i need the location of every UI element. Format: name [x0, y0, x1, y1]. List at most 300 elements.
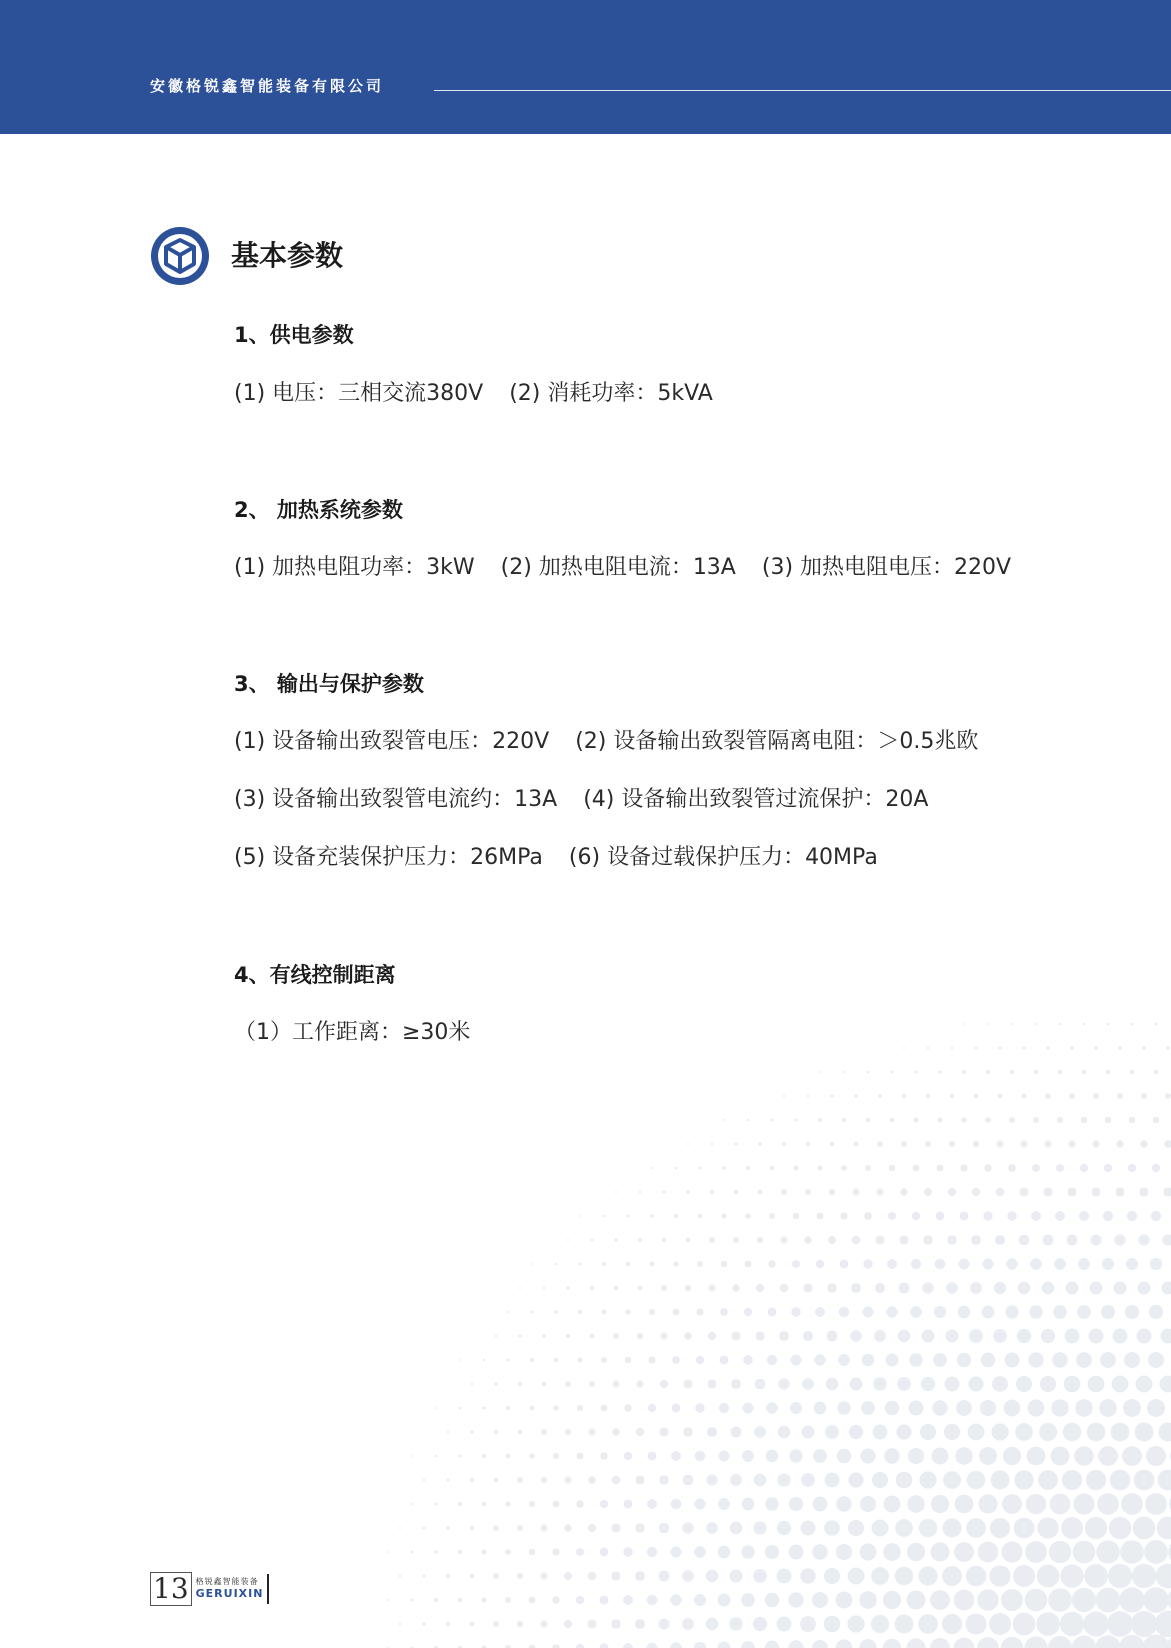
halftone-dot	[966, 1566, 987, 1587]
brand-divider	[267, 1574, 269, 1604]
halftone-dot	[649, 1309, 655, 1315]
halftone-dot	[984, 1164, 992, 1172]
halftone-dot	[1118, 1046, 1122, 1050]
halftone-dot	[459, 1359, 461, 1361]
halftone-dot	[919, 1471, 936, 1488]
halftone-dot	[1017, 1329, 1031, 1343]
halftone-dot	[1068, 1140, 1075, 1147]
halftone-dot	[918, 1566, 937, 1585]
halftone-dot	[1146, 1446, 1166, 1466]
halftone-dot	[1083, 1023, 1085, 1025]
halftone-dot	[852, 1236, 860, 1244]
halftone-dot	[1006, 1258, 1017, 1269]
halftone-dot	[800, 1568, 815, 1583]
halftone-dot	[423, 1479, 425, 1481]
halftone-dot	[849, 1425, 863, 1439]
halftone-dot	[996, 1188, 1005, 1197]
halftone-dot	[411, 1551, 414, 1554]
halftone-dot	[1073, 1493, 1094, 1514]
halftone-dot	[470, 1478, 474, 1482]
halftone-dot	[1151, 1211, 1161, 1221]
halftone-dot	[895, 1567, 913, 1585]
halftone-dot	[506, 1454, 511, 1459]
halftone-dot	[732, 1332, 741, 1341]
halftone-dot	[960, 1164, 967, 1171]
halftone-dot	[812, 1544, 828, 1560]
halftone-dot	[993, 1329, 1007, 1343]
header-rule	[434, 90, 1171, 91]
halftone-dot	[1126, 1258, 1138, 1270]
halftone-dot	[729, 1569, 742, 1582]
halftone-dot	[518, 1334, 521, 1337]
halftone-dot	[975, 1047, 978, 1050]
halftone-dot	[601, 1405, 608, 1412]
halftone-dot	[1167, 1587, 1171, 1613]
halftone-dot	[1120, 1540, 1144, 1564]
halftone-dot	[1050, 1494, 1071, 1515]
halftone-dot	[482, 1550, 487, 1555]
halftone-dot	[807, 1095, 810, 1098]
halftone-dot	[518, 1430, 523, 1435]
halftone-dot	[1041, 1329, 1056, 1344]
halftone-dot	[981, 1353, 996, 1368]
halftone-dot	[777, 1617, 792, 1632]
halftone-dot	[746, 1166, 750, 1170]
halftone-dot	[1014, 1470, 1033, 1489]
halftone-dot	[1119, 1635, 1145, 1648]
halftone-dot	[1155, 1611, 1171, 1638]
halftone-dot	[579, 1263, 582, 1266]
halftone-dot	[827, 1331, 838, 1342]
param-item: (2) 设备输出致裂管隔离电阻：＞0.5兆欧	[575, 729, 979, 754]
halftone-dot	[1044, 1188, 1053, 1197]
halftone-dot	[875, 1283, 885, 1293]
param-item: (5) 设备充装保护压力：26MPa	[234, 845, 543, 870]
halftone-dot	[1119, 999, 1121, 1001]
halftone-dot	[1164, 1140, 1171, 1147]
halftone-dot	[1061, 1517, 1083, 1539]
halftone-dot	[991, 1423, 1008, 1440]
halftone-dot	[972, 1188, 980, 1196]
halftone-dot	[1103, 1211, 1113, 1221]
halftone-dot	[1009, 1117, 1015, 1123]
halftone-dot	[1067, 1187, 1076, 1196]
halftone-dot	[470, 1574, 475, 1579]
halftone-dot	[854, 1142, 859, 1147]
halftone-dot	[1042, 1282, 1055, 1295]
halftone-dot	[1139, 1187, 1148, 1196]
halftone-dot	[706, 1474, 717, 1485]
halftone-dot	[1005, 1305, 1018, 1318]
halftone-dot	[517, 1621, 523, 1627]
halftone-dot	[1159, 1375, 1171, 1392]
halftone-dot	[923, 1235, 932, 1244]
halftone-dot	[1117, 1093, 1122, 1098]
halftone-dot	[777, 1473, 790, 1486]
halftone-dot	[895, 1615, 914, 1634]
halftone-dot	[540, 1620, 547, 1627]
halftone-dot	[998, 1094, 1003, 1099]
halftone-dot	[554, 1358, 559, 1363]
halftone-dot	[766, 1402, 777, 1413]
halftone-dot	[959, 1259, 970, 1270]
halftone-dot	[848, 1472, 863, 1487]
halftone-dot	[966, 1518, 986, 1538]
halftone-dot	[978, 1542, 999, 1563]
halftone-dot	[792, 1260, 800, 1268]
halftone-dot	[843, 1071, 845, 1073]
halftone-dot	[802, 1378, 814, 1390]
halftone-dot	[650, 1214, 653, 1217]
halftone-dot	[707, 1379, 716, 1388]
halftone-dot	[683, 1475, 694, 1486]
halftone-dot	[1101, 1305, 1115, 1319]
halftone-dot	[765, 1641, 780, 1648]
heading-output-protection: 3、 输出与保护参数	[234, 672, 424, 696]
halftone-dot	[743, 1403, 754, 1414]
halftone-dot	[871, 1615, 889, 1633]
halftone-dot	[755, 1379, 766, 1390]
halftone-dot	[778, 1378, 789, 1389]
halftone-dot	[741, 1545, 754, 1558]
halftone-dot	[613, 1333, 619, 1339]
halftone-dot	[812, 1640, 828, 1648]
halftone-dot	[1084, 1612, 1109, 1637]
halftone-dot	[979, 1447, 997, 1465]
halftone-dot	[873, 1377, 886, 1390]
halftone-dot	[505, 1501, 510, 1506]
halftone-dot	[648, 1404, 656, 1412]
page-number: 13	[150, 1572, 192, 1606]
halftone-dot	[711, 1143, 714, 1146]
halftone-dot	[1130, 1070, 1135, 1075]
halftone-dot	[831, 1095, 834, 1098]
halftone-dot	[719, 1403, 729, 1413]
halftone-dot	[682, 1522, 693, 1533]
halftone-dot	[1025, 1589, 1048, 1612]
halftone-dot	[1134, 1470, 1155, 1491]
halftone-dot	[661, 1285, 667, 1291]
halftone-dot	[566, 1286, 569, 1289]
halftone-dot	[660, 1428, 669, 1437]
halftone-dot	[720, 1308, 728, 1316]
halftone-dot	[1037, 1565, 1060, 1588]
halftone-dot	[759, 1095, 761, 1097]
halftone-dot	[447, 1383, 449, 1385]
halftone-dot	[840, 1212, 847, 1219]
halftone-dot	[1097, 1493, 1118, 1514]
halftone-dot	[434, 1598, 438, 1602]
halftone-dot	[826, 1378, 838, 1390]
halftone-dot	[1109, 1517, 1132, 1540]
param-line	[234, 1017, 470, 1049]
halftone-dot	[804, 1284, 813, 1293]
halftone-dot	[706, 1618, 719, 1631]
halftone-dot	[1003, 1447, 1021, 1465]
halftone-dot	[986, 1070, 990, 1074]
halftone-dot	[1070, 1046, 1073, 1049]
halftone-dot	[422, 1574, 425, 1577]
halftone-dot	[890, 1118, 895, 1123]
halftone-dot	[1152, 1164, 1160, 1172]
halftone-dot	[529, 1645, 536, 1648]
halftone-dot	[906, 1638, 925, 1648]
halftone-dot	[1099, 1399, 1117, 1417]
halftone-dot	[399, 1623, 402, 1626]
halftone-dot	[876, 1188, 883, 1195]
halftone-dot	[883, 1639, 902, 1648]
halftone-dot	[994, 1282, 1006, 1294]
halftone-dot	[1062, 1470, 1082, 1490]
halftone-dot	[779, 1331, 789, 1341]
halftone-dot	[624, 1452, 632, 1460]
halftone-dot	[836, 1496, 852, 1512]
halftone-dot	[694, 1594, 706, 1606]
halftone-dot	[411, 1503, 413, 1505]
halftone-dot	[1132, 1564, 1157, 1589]
halftone-dot	[1037, 1517, 1058, 1538]
halftone-dot	[635, 1571, 645, 1581]
halftone-dot	[494, 1478, 499, 1483]
halftone-dot	[836, 1592, 853, 1609]
halftone-dot	[471, 1335, 473, 1337]
halftone-dot	[1114, 1234, 1125, 1245]
halftone-dot	[771, 1119, 774, 1122]
halftone-dot	[1011, 1023, 1013, 1025]
halftone-dot	[1104, 1164, 1112, 1172]
halftone-dot	[505, 1597, 511, 1603]
halftone-dot	[1090, 1234, 1101, 1245]
halftone-dot	[1057, 1117, 1063, 1123]
halftone-dot	[541, 1477, 547, 1483]
halftone-dot	[635, 1523, 645, 1533]
halftone-dot	[531, 1311, 534, 1314]
halftone-dot	[671, 1451, 681, 1461]
halftone-dot	[623, 1643, 633, 1648]
halftone-dot	[662, 1238, 666, 1242]
halftone-dot	[1163, 1187, 1171, 1196]
halftone-dot	[684, 1332, 692, 1340]
halftone-dot	[883, 1543, 901, 1561]
halftone-dot	[613, 1381, 620, 1388]
halftone-dot	[768, 1308, 777, 1317]
halftone-dot	[1096, 1540, 1119, 1563]
halftone-dot	[936, 1212, 945, 1221]
halftone-dot	[687, 1143, 689, 1145]
halftone-dot	[459, 1407, 462, 1410]
halftone-dot	[970, 1282, 982, 1294]
halftone-dot	[930, 1638, 950, 1648]
halftone-dot	[1076, 1352, 1092, 1368]
halftone-dot	[1001, 1589, 1023, 1611]
halftone-dot	[1022, 1046, 1025, 1049]
halftone-dot	[1145, 1493, 1167, 1515]
halftone-dot	[1091, 1187, 1100, 1196]
halftone-dot	[955, 1447, 972, 1464]
halftone-dot	[659, 1475, 669, 1485]
halftone-dot	[458, 1454, 461, 1457]
halftone-dot	[895, 1519, 913, 1537]
halftone-dot	[541, 1429, 546, 1434]
halftone-dot	[942, 1614, 962, 1634]
param-item: (3) 加热电阻电压：220V	[761, 555, 1012, 580]
halftone-dot	[399, 1527, 401, 1529]
halftone-dot	[576, 1644, 584, 1648]
halftone-dot	[671, 1499, 682, 1510]
halftone-dot	[695, 1403, 705, 1413]
halftone-dot	[481, 1597, 486, 1602]
halftone-dot	[788, 1592, 803, 1607]
halftone-dot	[910, 1306, 922, 1318]
halftone-dot	[458, 1550, 462, 1554]
halftone-dot	[710, 1190, 714, 1194]
halftone-dot	[673, 1261, 678, 1266]
param-line	[234, 726, 978, 758]
halftone-dot	[1106, 1070, 1110, 1074]
halftone-dot	[927, 1047, 929, 1049]
halftone-dot	[423, 1431, 425, 1433]
halftone-dot	[1001, 1541, 1022, 1562]
halftone-dot	[722, 1166, 726, 1170]
halftone-dot	[866, 1118, 870, 1122]
halftone-dot	[813, 1449, 827, 1463]
halftone-dot	[1119, 1587, 1144, 1612]
halftone-dot	[840, 1260, 849, 1269]
halftone-dot	[1018, 1282, 1030, 1294]
halftone-dot	[1008, 1164, 1016, 1172]
halftone-dot	[744, 1308, 752, 1316]
halftone-dot	[1108, 1564, 1132, 1588]
halftone-dot	[519, 1287, 521, 1289]
halftone-dot	[1060, 1612, 1084, 1636]
halftone-dot	[506, 1358, 509, 1361]
halftone-dot	[1135, 1423, 1154, 1442]
halftone-dot	[1098, 1446, 1118, 1466]
footer	[150, 1570, 269, 1608]
halftone-dot	[647, 1547, 657, 1557]
halftone-dot	[446, 1526, 450, 1530]
halftone-dot	[493, 1573, 498, 1578]
halftone-dot	[495, 1335, 497, 1337]
halftone-dot	[1051, 1399, 1068, 1416]
halftone-dot	[482, 1502, 487, 1507]
halftone-dot	[1112, 1328, 1127, 1343]
halftone-dot	[791, 1355, 802, 1366]
halftone-dot	[696, 1308, 703, 1315]
halftone-dot	[841, 1165, 847, 1171]
halftone-dot	[957, 1353, 971, 1367]
halftone-dot	[987, 1023, 989, 1025]
halftone-dot	[791, 1307, 800, 1316]
halftone-dot	[1024, 1636, 1047, 1648]
halftone-dot	[552, 1644, 560, 1648]
halftone-dot	[387, 1599, 389, 1601]
halftone-dot	[565, 1381, 570, 1386]
halftone-dot	[493, 1621, 499, 1627]
halftone-dot	[812, 1592, 828, 1608]
brand-name-en: GERUIXIN	[195, 1587, 264, 1600]
halftone-dot	[647, 1499, 657, 1509]
halftone-dot	[753, 1521, 766, 1534]
halftone-dot	[769, 1213, 775, 1219]
halftone-dot	[989, 1613, 1011, 1635]
halftone-dot	[954, 1638, 975, 1648]
halftone-dot	[627, 1215, 630, 1218]
halftone-dot	[718, 1498, 730, 1510]
halftone-dot	[718, 1546, 731, 1559]
halftone-dot	[694, 1498, 705, 1509]
halftone-dot	[1084, 1564, 1108, 1588]
halftone-dot	[1107, 1023, 1110, 1026]
halftone-dot	[698, 1166, 701, 1169]
halftone-dot	[971, 1235, 981, 1245]
halftone-dot	[600, 1548, 609, 1557]
halftone-dot	[1156, 1564, 1171, 1589]
halftone-dot	[1022, 1094, 1027, 1099]
halftone-dot	[816, 1260, 824, 1268]
halftone-dot	[789, 1545, 804, 1560]
halftone-dot	[765, 1545, 779, 1559]
halftone-dot	[899, 1283, 910, 1294]
halftone-dot	[943, 1471, 961, 1489]
halftone-dot	[885, 1401, 899, 1415]
halftone-dot	[913, 1165, 920, 1172]
halftone-dot	[541, 1525, 548, 1532]
halftone-dot	[1054, 1258, 1066, 1270]
halftone-dot	[1141, 1093, 1147, 1099]
halftone-dot	[853, 1189, 860, 1196]
halftone-dot	[1055, 1211, 1065, 1221]
halftone-dot	[900, 1188, 907, 1195]
halftone-dot	[434, 1550, 437, 1553]
halftone-dot	[683, 1427, 693, 1437]
halftone-dot	[946, 1282, 958, 1294]
param-line	[234, 552, 1011, 584]
halftone-dot	[909, 1353, 922, 1366]
halftone-dot	[1053, 1305, 1067, 1319]
halftone-dot	[552, 1548, 559, 1555]
halftone-dot	[863, 1259, 872, 1268]
halftone-dot	[483, 1359, 485, 1361]
halftone-dot	[1069, 1093, 1074, 1098]
halftone-dot	[999, 1047, 1002, 1050]
halftone-dot	[1089, 1329, 1104, 1344]
halftone-dot	[830, 1142, 835, 1147]
halftone-dot	[1049, 1541, 1071, 1563]
halftone-dot	[1002, 1494, 1022, 1514]
halftone-dot	[423, 1527, 426, 1530]
halftone-dot	[694, 1642, 706, 1648]
halftone-dot	[1013, 1613, 1036, 1636]
halftone-dot	[838, 1354, 850, 1366]
halftone-dot	[1128, 1164, 1136, 1172]
halftone-dot	[864, 1212, 872, 1220]
halftone-dot	[876, 1236, 885, 1245]
halftone-dot	[1121, 1493, 1143, 1515]
halftone-dot	[399, 1479, 401, 1481]
halftone-dot	[588, 1476, 596, 1484]
halftone-dot	[877, 1141, 882, 1146]
halftone-dot	[899, 1235, 908, 1244]
halftone-dot	[1159, 1423, 1171, 1442]
halftone-dot	[789, 1449, 802, 1462]
halftone-dot	[770, 1166, 774, 1170]
halftone-dot	[997, 1141, 1004, 1148]
halftone-dot	[564, 1524, 571, 1531]
halftone-dot	[1032, 1164, 1040, 1172]
halftone-dot	[1142, 1634, 1169, 1648]
halftone-dot	[1095, 1635, 1121, 1648]
